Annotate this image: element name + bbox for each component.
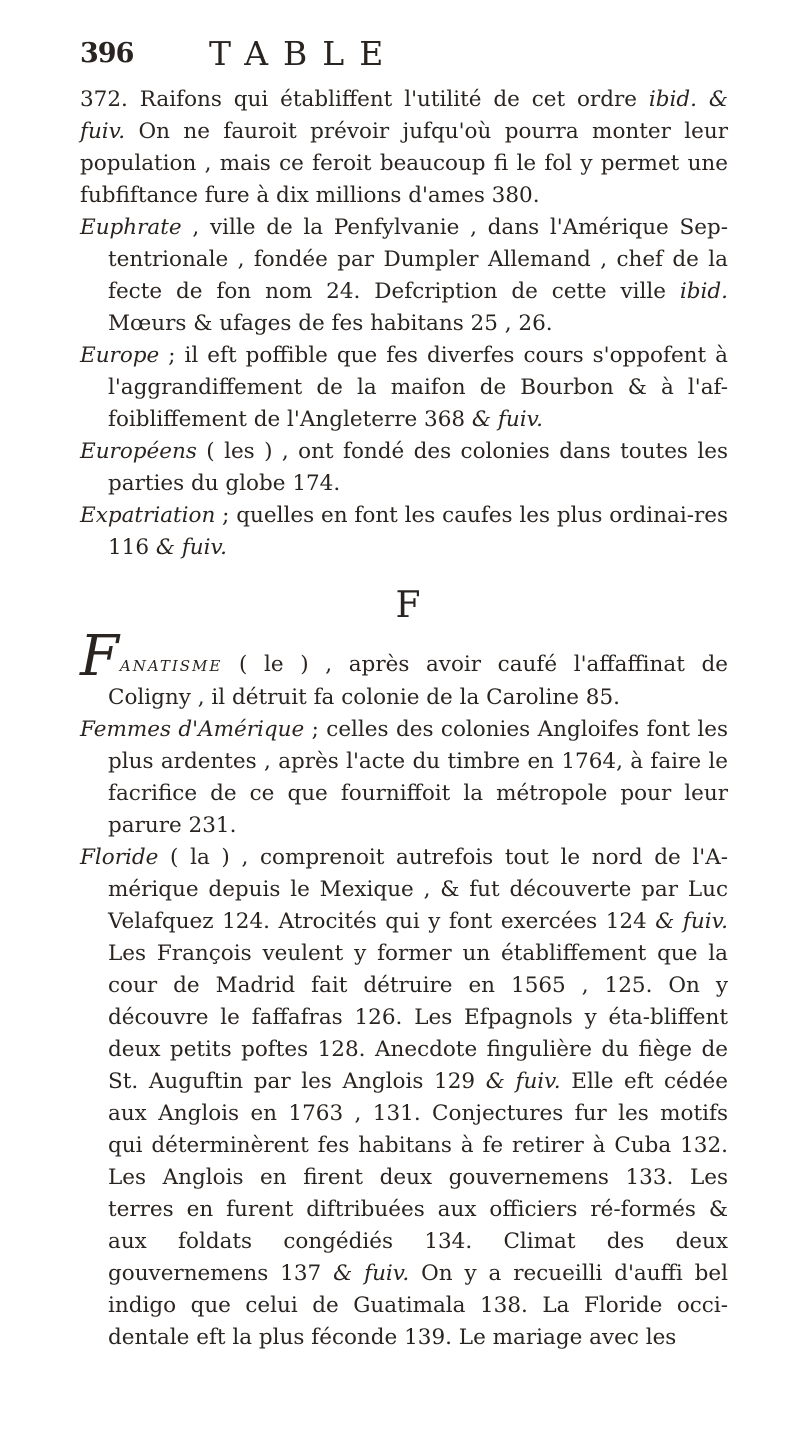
entry-headword: Euphrate [80, 215, 182, 240]
index-entry-femmes [80, 714, 728, 842]
index-entry-continuation [80, 84, 728, 212]
entry-text: ( le ) , après avoir caufé l'affaffinat de Coligny , il détruit fa colonie de la Caroline 85. [108, 652, 728, 710]
entry-text: & fuiv. [155, 535, 227, 560]
entry-text: ( les ) , ont fondé des colonies dans toutes les parties du globe 174. [108, 439, 728, 496]
page-header [80, 34, 720, 78]
entry-text: & fuiv. [333, 1261, 410, 1286]
index-entry-euphrate [80, 212, 728, 340]
entry-text [697, 87, 709, 112]
entry-headword: Floride [80, 845, 159, 870]
entry-text: 372. Raifons qui établiffent l'utilité de cet ordre [80, 87, 649, 112]
entry-text: & fuiv. [655, 909, 729, 934]
entry-text: ( la ) , comprenoit autrefois tout le nord de l'A-mérique depuis le Mexique , & fut découverte par Luc Velafquez 124. Atrocités qui y font exercées 124 [108, 845, 728, 934]
running-title: TABLE [209, 34, 399, 73]
entry-headword: Femmes d'Amérique [80, 717, 305, 742]
entry-text: ; quelles en font les caufes les plus ordinai-res 116 [108, 503, 728, 560]
entry-text: ibid. [648, 87, 697, 112]
index-entry-fanatisme [80, 624, 728, 714]
entry-headword: Européens [80, 439, 197, 464]
index-entry-floride [80, 842, 728, 1354]
entry-text: ; il eft poffible que fes diverfes cours s'oppofent à l'aggrandiffement de la maifon de Bourbon & à l'af-foibliffement de l'Angleterre 368 [108, 343, 728, 432]
index-entry-expatriation [80, 500, 728, 564]
entry-text: Les François veulent y former un établiffement que la cour de Madrid fait détruire en 1565 , 125. On y découvre le faffafras 126. Les Efpagnols y éta-bliffent deux petits poftes 128. Anecdote fingulière du fiège de St. Auguftin par les Anglois 129 [108, 941, 728, 1094]
entry-text: Elle eft cédée aux Anglois en 1763 , 131. Conjectures fur les motifs qui déterminèrent fes habitans à fe retirer à Cuba 132. Les Anglois en firent deux gouvernemens 133. Les terres en furent diftribuées aux officiers ré-formés & aux foldats congédiés 134. Climat des deux gouvernemens 137 [108, 1069, 728, 1286]
entry-text: Mœurs & ufages de fes habitans 25 , 26. [108, 311, 553, 336]
page-number: 396 [80, 38, 134, 69]
entry-text: ; celles des colonies Angloifes font les plus ardentes , après l'acte du timbre en 1764, à faire le facrifice de ce que fourniffoit la métropole pour leur parure 231. [108, 717, 728, 838]
entry-headword: Europe [80, 343, 160, 368]
entry-text: & fuiv. [485, 1069, 561, 1094]
section-letter: F [395, 585, 421, 626]
entry-text: & fuiv. [80, 87, 729, 144]
entry-text: & fuiv. [471, 407, 544, 432]
entry-headword: Expatriation [80, 503, 216, 528]
drop-cap: F [80, 624, 119, 689]
entry-text: , ville de la Penfylvanie , dans l'Amérique Sep-tentrionale , fondée par Dumpler Allemand , chef de la fecte de fon nom 24. Defcription de cette ville [108, 215, 728, 304]
entry-text: On y a recueilli d'auffi bel indigo que celui de Guatimala 138. La Floride occi-dentale eft la plus féconde 139. Le mariage avec les [108, 1261, 728, 1350]
index-content [80, 84, 728, 1354]
entry-text: ibid. [679, 279, 728, 304]
entry-text: On ne fauroit prévoir jufqu'où pourra monter leur population , mais ce feroit beaucoup fi le fol y permet une fubfiftance fure à dix millions d'ames 380. [80, 119, 728, 208]
index-entry-europeens [80, 436, 728, 500]
entry-headword: ANATISME [119, 657, 223, 675]
index-entry-europe [80, 340, 728, 436]
